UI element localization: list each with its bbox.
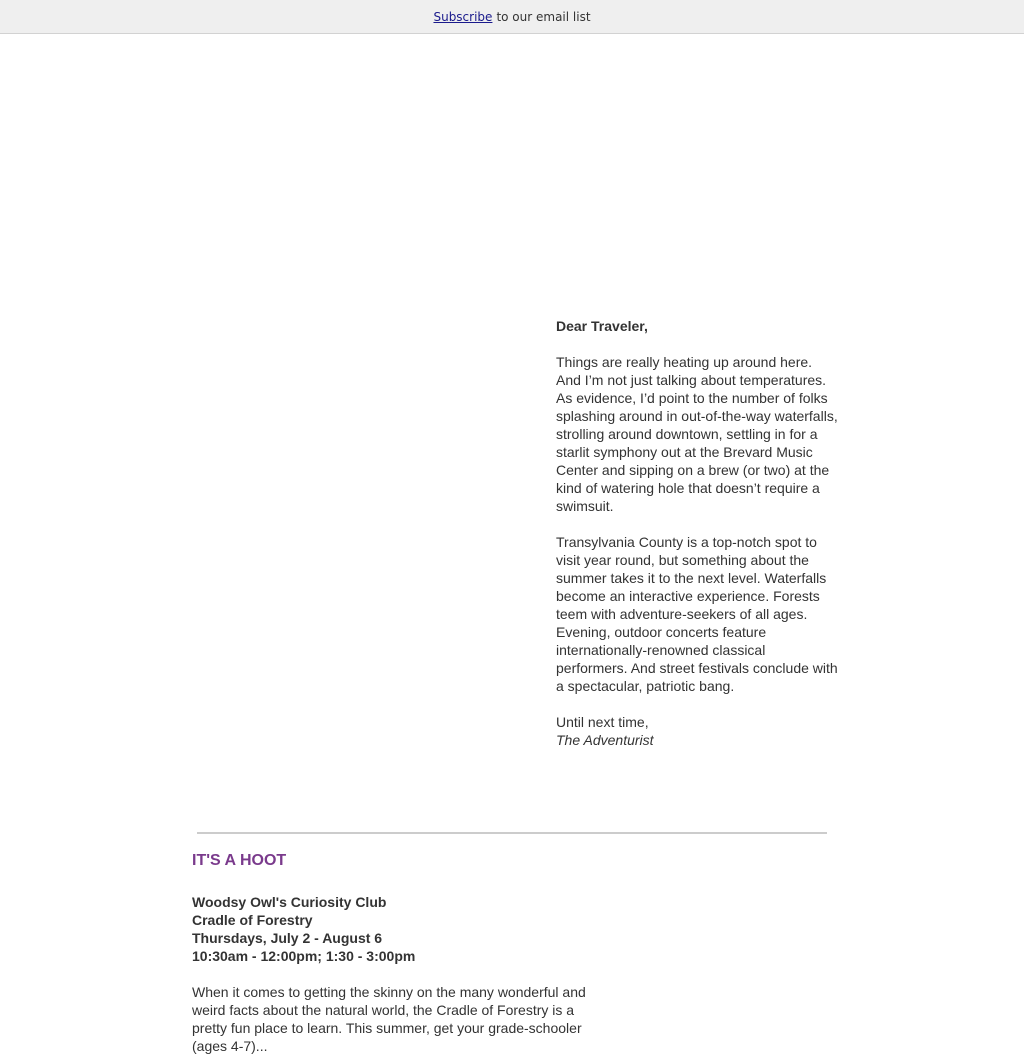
letter-closing: Until next time,: [556, 714, 649, 730]
subscribe-text: to our email list: [496, 9, 591, 24]
letter-signature: The Adventurist: [556, 732, 654, 748]
section-divider: [197, 832, 827, 834]
event-times: 10:30am - 12:00pm; 1:30 - 3:00pm: [192, 948, 416, 964]
letter-paragraph-1: Things are really heating up around here. And I’m not just talking about temperatures. As evidence, I’d point to the number of folks splashing around in out-of-the-way waterfalls, strolling around downtown, settling in for a starlit symphony out at the Brevard Music Center and sipping on a brew (or two) at the kind of watering hole that doesn’t require a swimsuit.: [556, 354, 838, 514]
event-description: When it comes to getting the skinny on the many wonderful and weird facts about the natural world, the Cradle of Forestry is a pretty fun place to learn. This summer, get your grade-schooler (ages 4-7)...: [192, 984, 586, 1054]
event-section: [192, 851, 592, 1055]
letter-closing-block: [556, 713, 838, 749]
section-heading: IT'S A HOOT: [192, 852, 287, 869]
subscribe-link[interactable]: Subscribe: [433, 9, 493, 24]
letter-paragraph-2: Transylvania County is a top-notch spot to visit year round, but something about the summer takes it to the next level. Waterfalls become an interactive experience. Forests teem with adventure-seekers of all ages. Evening, outdoor concerts feature internationally-renowned classical performers. And street festivals conclude with a spectacular, patriotic bang.: [556, 534, 838, 694]
event-dates: Thursdays, July 2 - August 6: [192, 930, 383, 946]
email-subscribe-bar: [0, 0, 1024, 34]
event-details: [192, 893, 592, 965]
welcome-letter: [556, 317, 838, 767]
letter-greeting: Dear Traveler,: [556, 318, 648, 334]
event-location: Cradle of Forestry: [192, 912, 313, 928]
event-name: Woodsy Owl's Curiosity Club: [192, 894, 387, 910]
